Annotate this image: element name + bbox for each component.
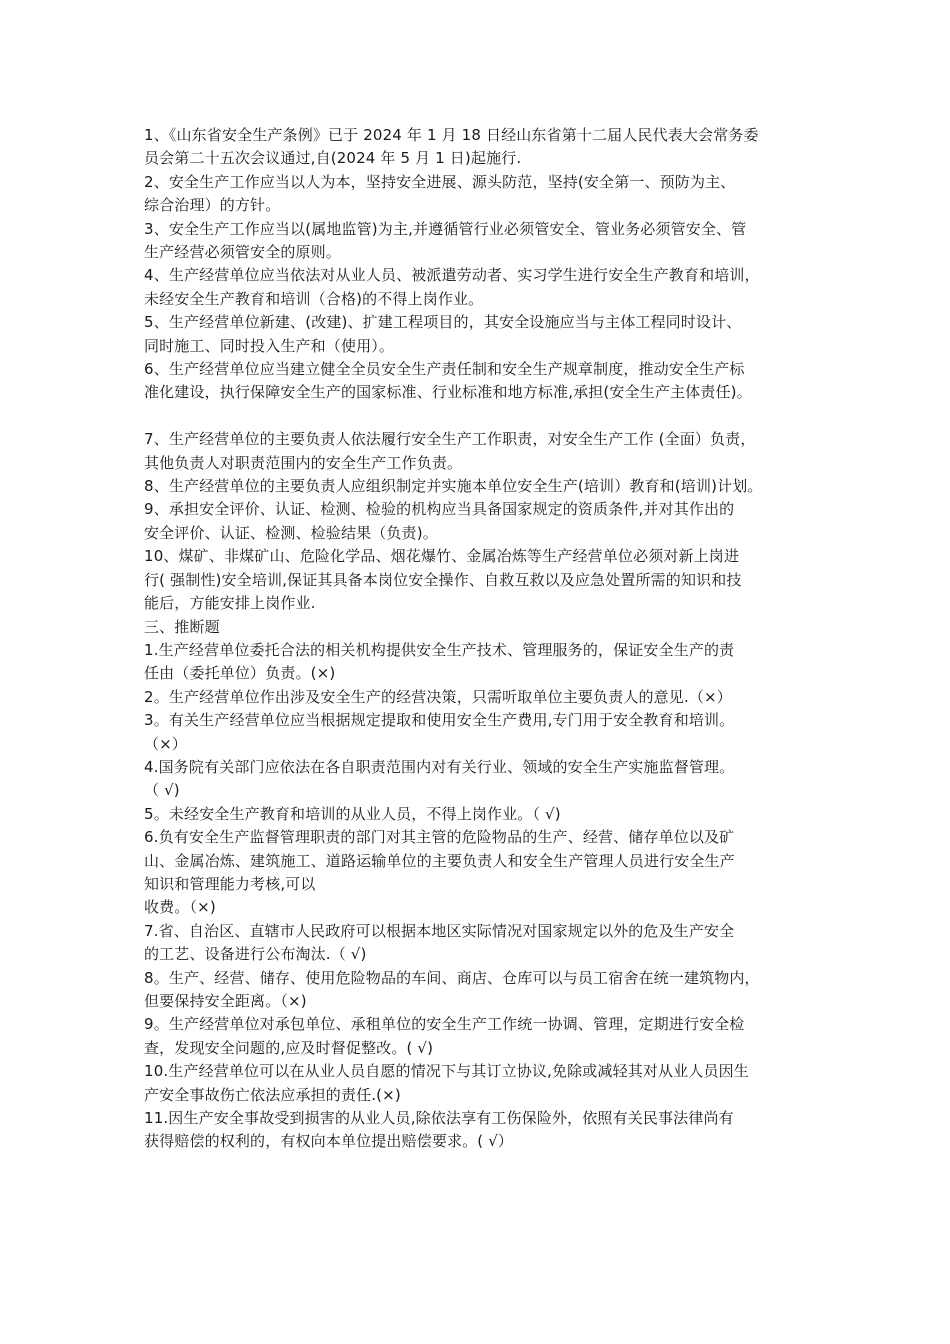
text-line: 获得赔偿的权利的，有权向本单位提出赔偿要求。( √） — [144, 1132, 514, 1151]
text-line: 三、推断题 — [144, 617, 220, 636]
text-line: 8。生产、经营、储存、使用危险物品的车间、商店、仓库可以与员工宿舍在统一建筑物内， — [144, 968, 760, 987]
text-line: 任由（委托单位）负责。(×) — [144, 664, 336, 683]
text-line: 3。有关生产经营单位应当根据规定提取和使用安全生产费用,专门用于安全教育和培训。 — [144, 711, 735, 730]
text-line: 5、生产经营单位新建、(改建)、扩建工程项目的，其安全设施应当与主体工程同时设计、 — [144, 313, 742, 332]
text-line: 6.负有安全生产监督管理职责的部门对其主管的危险物品的生产、经营、储存单位以及矿 — [144, 828, 735, 847]
text-line: 行( 强制性)安全培训,保证其具备本岗位安全操作、自救互救以及应急处置所需的知识和技 — [144, 570, 742, 589]
text-line: 生产经营必须管安全的原则。 — [144, 243, 341, 262]
text-line: 9、承担安全评价、认证、检测、检验的机构应当具备国家规定的资质条件,并对其作出的 — [144, 500, 735, 519]
text-line: 4、生产经营单位应当依法对从业人员、被派遣劳动者、实习学生进行安全生产教育和培训， — [144, 266, 760, 285]
text-line: 3、安全生产工作应当以(属地监管)为主,并遵循管行业必须管安全、管业务必须管安全、管 — [144, 219, 747, 238]
text-line: 知识和管理能力考核,可以 — [144, 874, 316, 893]
text-line: 10、煤矿、非煤矿山、危险化学品、烟花爆竹、金属冶炼等生产经营单位必须对新上岗进 — [144, 547, 740, 566]
text-line: 10.生产经营单位可以在从业人员自愿的情况下与其订立协议,免除或减轻其对从业人员因生 — [144, 1062, 749, 1081]
text-line: 11.因生产安全事故受到损害的从业人员,除依法享有工伤保险外，依照有关民事法律尚有 — [144, 1109, 734, 1128]
text-line: 收费。（×) — [144, 898, 216, 917]
text-line: 8、生产经营单位的主要负责人应组织制定并实施本单位安全生产(培训）教育和(培训)计划。 — [144, 477, 763, 496]
text-line: 1.生产经营单位委托合法的相关机构提供安全生产技术、管理服务的，保证安全生产的责 — [144, 640, 735, 659]
text-line: 2。生产经营单位作出涉及安全生产的经营决策，只需听取单位主要负责人的意见.（×） — [144, 687, 732, 706]
blank-line — [144, 405, 824, 428]
text-line: 能后，方能安排上岗作业. — [144, 594, 316, 613]
text-line: 6、生产经营单位应当建立健全全员安全生产责任制和安全生产规章制度，推动安全生产标 — [144, 360, 745, 379]
text-line: 员会第二十五次会议通过,自(2024 年 5 月 1 日)起施行. — [144, 149, 522, 168]
text-line: 安全评价、认证、检测、检验结果（负责)。 — [144, 523, 438, 542]
text-line: 未经安全生产教育和培训（合格)的不得上岗作业。 — [144, 289, 484, 308]
text-line: 的工艺、设备进行公布淘汰.（ √) — [144, 945, 367, 964]
text-line: 山、金属冶炼、建筑施工、道路运输单位的主要负责人和安全生产管理人员进行安全生产 — [144, 851, 735, 870]
text-line: 综合治理）的方针。 — [144, 196, 281, 215]
text-line: 但要保持安全距离。（×) — [144, 992, 307, 1011]
text-line: 产安全事故伤亡依法应承担的责任.(×) — [144, 1085, 401, 1104]
text-line: （×） — [144, 734, 188, 753]
text-line: 其他负责人对职责范围内的安全生产工作负责。 — [144, 453, 463, 472]
text-line: 9。生产经营单位对承包单位、承租单位的安全生产工作统一协调、管理，定期进行安全检 — [144, 1015, 745, 1034]
text-line: 2、安全生产工作应当以人为本，坚持安全进展、源头防范，坚持(安全第一、预防为主、 — [144, 172, 736, 191]
text-line: 7、生产经营单位的主要负责人依法履行安全生产工作职责，对安全生产工作 (全面）负责， — [144, 430, 756, 449]
text-line: 1、《山东省安全生产条例》已于 2024 年 1 月 18 日经山东省第十二届人民代表大会常务委 — [144, 126, 759, 144]
text-line: （ √) — [144, 781, 180, 800]
text-line: 5。未经安全生产教育和培训的从业人员，不得上岗作业。（ √) — [144, 804, 561, 823]
text-line: 同时施工、同时投入生产和（使用）。 — [144, 336, 395, 355]
text-line: 查，发现安全问题的,应及时督促整改。( √) — [144, 1038, 434, 1057]
text-line: 7.省、自治区、直辖市人民政府可以根据本地区实际情况对国家规定以外的危及生产安全 — [144, 921, 735, 940]
text-line: 4.国务院有关部门应依法在各自职责范围内对有关行业、领域的安全生产实施监督管理。 — [144, 757, 735, 776]
document-body — [144, 124, 824, 1154]
text-line: 准化建设，执行保障安全生产的国家标准、行业标准和地方标准,承担(安全生产主体责任)。 — [144, 383, 752, 402]
